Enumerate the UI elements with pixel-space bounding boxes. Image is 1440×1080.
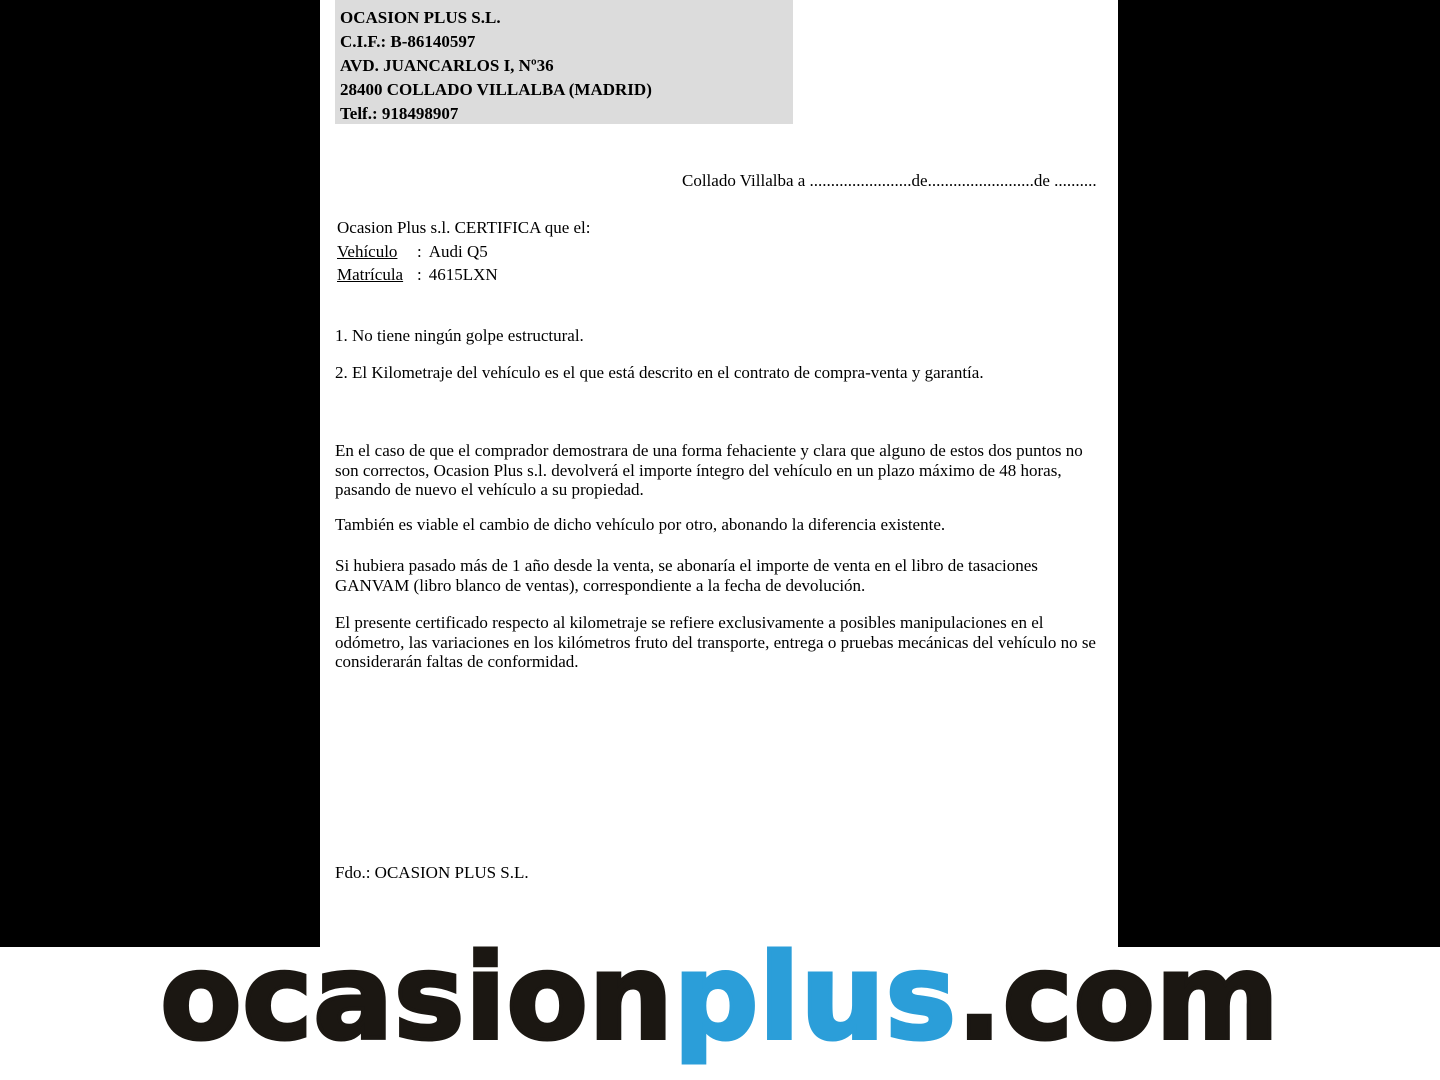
point-1: 1. No tiene ningún golpe estructural. (335, 326, 584, 345)
paragraph-exchange: También es viable el cambio de dicho vehículo por otro, abonando la diferencia existente. (335, 515, 946, 534)
company-cif: C.I.F.: B-86140597 (340, 32, 476, 51)
date-line: Collado Villalba a ........................de.........................de .......... (682, 171, 1097, 190)
vehicle-row (337, 240, 591, 264)
point-2: 2. El Kilometraje del vehículo es el que está descrito en el contrato de compra-venta y garantía. (335, 363, 984, 382)
footer-logo (0, 928, 1440, 1080)
certification-block (337, 216, 591, 287)
company-phone: Telf.: 918498907 (340, 104, 459, 123)
letterhead-box (335, 0, 793, 124)
vehicle-separator: : (417, 241, 422, 261)
plate-label: Matrícula (337, 265, 404, 284)
certifies-intro: Ocasion Plus s.l. CERTIFICA que el: (337, 218, 591, 237)
company-name: OCASION PLUS S.L. (340, 8, 501, 27)
plate-separator: : (417, 265, 422, 284)
right-black-bar (1118, 0, 1440, 947)
vehicle-value: Audi Q5 (428, 241, 488, 261)
left-black-bar (0, 0, 320, 947)
certificate-document (320, 0, 1118, 947)
plate-value: 4615LXN (428, 265, 498, 284)
company-city: 28400 COLLADO VILLALBA (MADRID) (340, 80, 652, 99)
paragraph-ganvam: Si hubiera pasado más de 1 año desde la venta, se abonaría el importe de venta en el libro de tasaciones GANVAM (libro blanco de ventas), correspondiente a la fecha de devolución. (335, 556, 1038, 595)
logo-plus-text: plus (673, 928, 957, 1066)
logo-com-text: .com (956, 928, 1280, 1066)
plate-row (337, 263, 591, 287)
paragraph-refund: En el caso de que el comprador demostrara de una forma fehaciente y clara que alguno de estos dos puntos no son correctos, Ocasion Plus s.l. devolverá el importe íntegro del vehículo en un plazo máximo de 48 horas, pasando de nuevo el vehículo a su propiedad. (335, 441, 1083, 499)
company-address: AVD. JUANCARLOS I, Nº36 (340, 56, 554, 75)
paragraph-odometer: El presente certificado respecto al kilometraje se refiere exclusivamente a posibles manipulaciones en el odómetro, las variaciones en los kilómetros fruto del transporte, entrega o pruebas mecánicas del vehículo no se considerarán faltas de conformidad. (335, 613, 1096, 671)
signature-line: Fdo.: OCASION PLUS S.L. (335, 863, 529, 882)
vehicle-label: Vehículo (337, 241, 398, 261)
logo-ocasion-text: ocasion (160, 928, 674, 1066)
